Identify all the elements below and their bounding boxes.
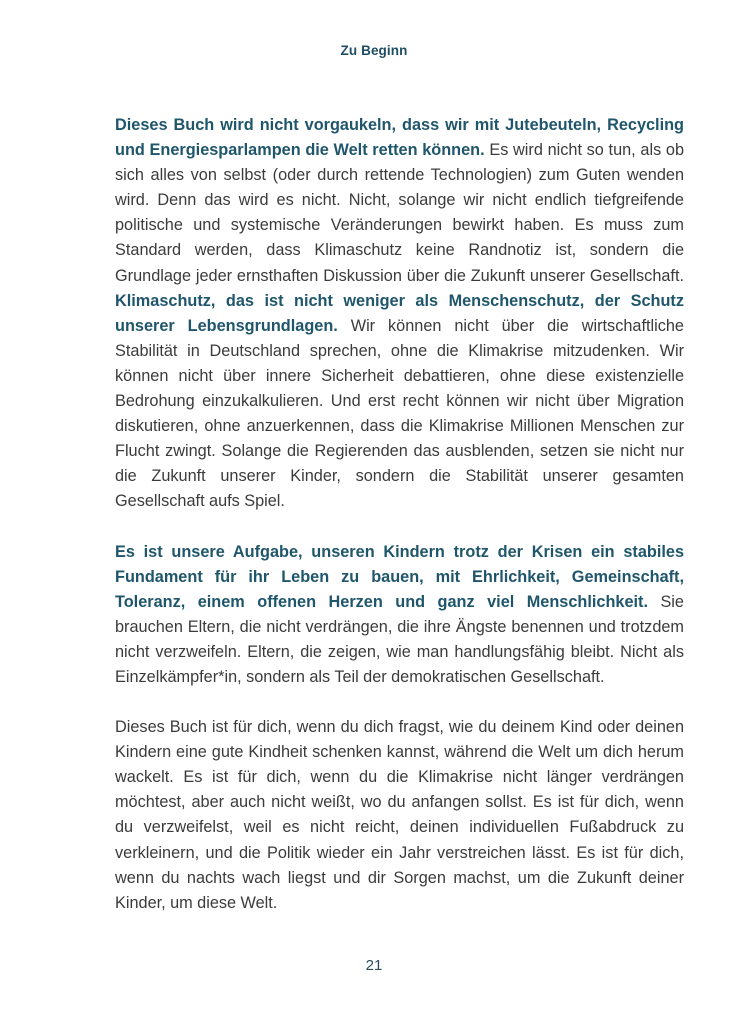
- paragraph-3-body-a: Dieses Buch ist für dich, wenn du dich fragst, wie du deinem Kind oder deinen Kindern eine gute Kindheit schenken kannst, während die Welt um dich herum wackelt. Es ist für dich, wenn du die Klimakrise nicht länger verdrängen möchtest, aber auch nicht weißt, wo du anfangen sollst. Es ist für dich, wenn du verzweifelst, weil es nicht reicht, deinen individuellen Fußabdruck zu verkleinern, und die Politik wieder ein Jahr verstreichen lässt. Es ist für dich, wenn du nachts wach liegst und dir Sorgen machst, um die Zukunft deiner Kinder, um diese Welt.: [115, 718, 684, 912]
- paragraph-2-body-a: Sie brauchen Eltern, die nicht verdrängen, die ihre Ängste benennen und trotzdem nicht verzweifeln. Eltern, die zeigen, wie man handlungsfähig bleibt. Nicht als Einzelkämpfer*in, sondern als Teil der demokratischen Gesellschaft.: [115, 592, 684, 686]
- paragraph-1-inline-bold: Klimaschutz, das ist nicht weniger als Menschenschutz, der Schutz unserer Lebensgrundlagen.: [115, 291, 684, 335]
- paragraph-3: [115, 715, 684, 916]
- paragraph-1-lead-bold: Dieses Buch wird nicht vorgaukeln, dass wir mit Jutebeuteln, Recycling und Energiesparlampen die Welt retten können.: [115, 116, 684, 160]
- page-number: 21: [365, 957, 383, 974]
- paragraph-2: [115, 540, 684, 691]
- paragraph-1-body-b: Wir können nicht über die wirtschaftliche Stabilität in Deutschland sprechen, ohne die Klimakrise mitzudenken. Wir können nicht über innere Sicherheit debattieren, ohne diese existenzielle Bedrohung einzukalkulieren. Und erst recht können wir nicht über Migration diskutieren, ohne anzuerkennen, dass die Klimakrise Millionen Menschen zur Flucht zwingt. Solange die Regierenden das ausblenden, setzen sie nicht nur die Zukunft unserer Kinder, sondern die Stabilität unserer gesamten Gesellschaft aufs Spiel.: [115, 316, 684, 511]
- paragraph-2-lead-bold: Es ist unsere Aufgabe, unseren Kindern trotz der Krisen ein stabiles Fundament für ihr Leben zu bauen, mit Ehrlichkeit, Gemeinschaft, Toleranz, einem offenen Herzen und ganz viel Menschlichkeit.: [115, 542, 684, 611]
- running-head: Zu Beginn: [340, 43, 408, 58]
- paragraph-1: [115, 113, 684, 515]
- paragraph-1-body-a: Es wird nicht so tun, als ob sich alles von selbst (oder durch rettende Technologien) zum Guten wenden wird. Denn das wird es nicht. Nicht, solange wir nicht endlich tiefgreifende politische und systemische Veränderungen bewirkt haben. Es muss zum Standard werden, dass Klimaschutz keine Randnotiz ist, sondern die Grundlage jeder ernsthaften Diskussion über die Zukunft unserer Gesellschaft.: [115, 141, 685, 285]
- body-text-column: [115, 113, 684, 916]
